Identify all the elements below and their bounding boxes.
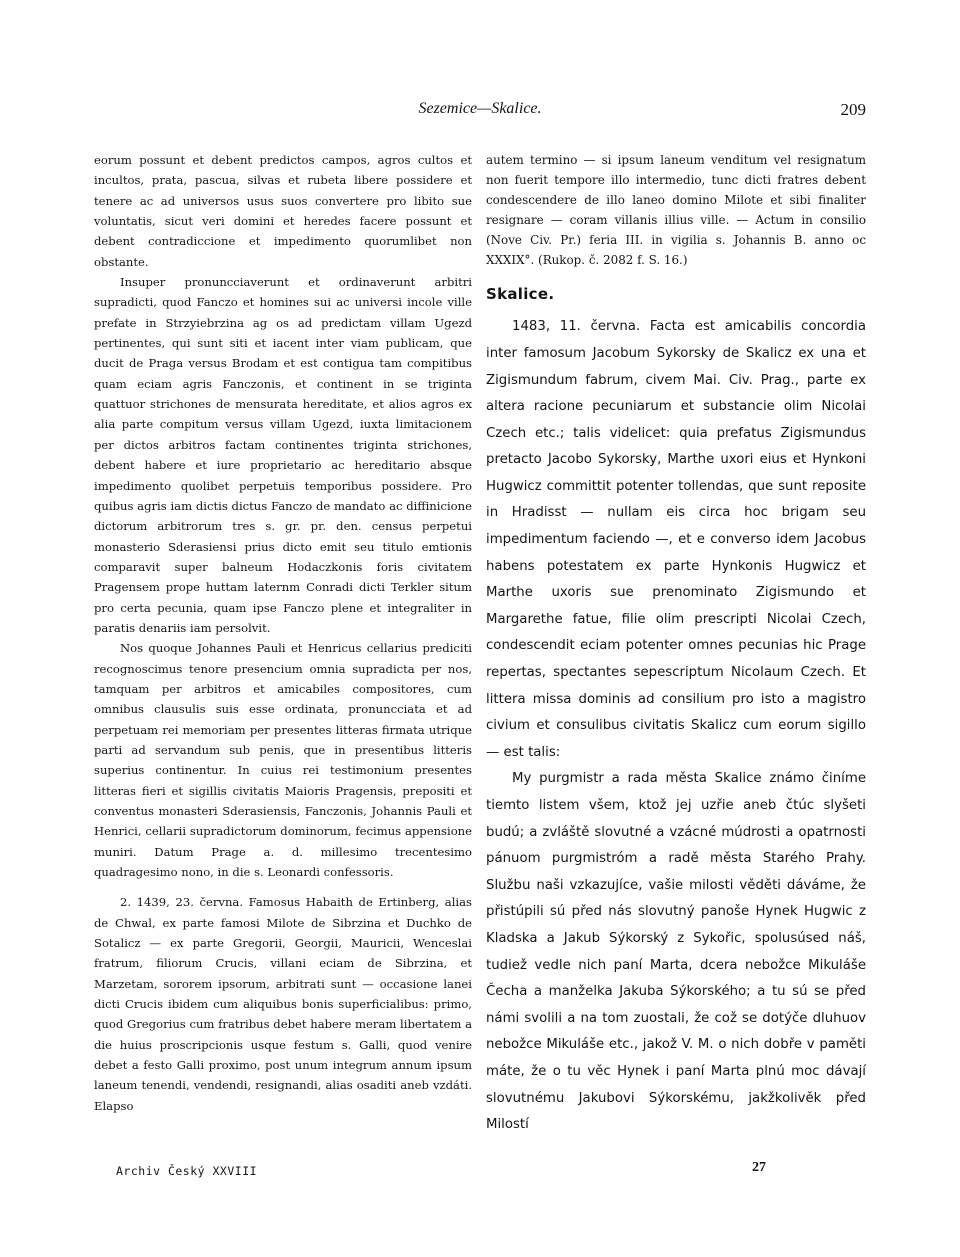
paragraph-document-2: 2. 1439, 23. června. Famosus Habaith de Ertinberg, alias de Chwal, ex parte famosi Milote de Sibrzina et Duchko de Sotalicz — ex parte Gregorii, Georgii, Mauricii, Wenceslai fratrum, filiorum Crucis, villani eciam de Sibrzina, et Marzetam, sororem ipsorum, arbitrati sunt — occasione lanei dicti Crucis ibidem cum aliquibus bonis superficialibus: primo, quod Gregorius cum fratribus debet habere meram libertatem a die huius proscripcionis usque festum s. Galli, quod venire debet a festo Galli proximo, post unum integrum annum ipsum laneum tenendi, vendendi, resignandi, alias osaditi aneb vzdáti. Elapso <box>94 895 472 1113</box>
paragraph-autem-termino: autem termino — si ipsum laneum venditum vel resignatum non fuerit tempore illo intermedio, tunc dicti fratres debent condescendere de illo laneo domino Milote et sibi finaliter resignare — coram villanis illius ville. — Actum in consilio (Nove Civ. Pr.) feria III. in vigilia s. Johannis B. anno oc XXXIX°. (Rukop. č. 2082 f. S. 16.) <box>486 153 866 268</box>
running-head <box>94 100 866 124</box>
paragraph-czech-letter: My purgmistr a rada města Skalice známo činíme tiemto listem všem, ktož jej uzřie aneb čtúc slyšeti budú; a zvláště slovutné a vzácné múdrosti a opatrnosti pánuom purgmistróm a radě města Starého Prahy. Službu naši vzkazujíce, vašie milosti věděti dáváme, že přistúpili sú před nás slovutný panoše Hynek Hugwic z Kladska a Jakub Sýkorský z Sykořic, spolusúsed náš, tudiež vedle nich paní Marta, dcera nebožce Mikuláše Čecha a manželka Jakuba Sýkorského; a tu sú se před námi svolili a na tom zuostali, že což se dotýče dluhuov nebožce Mikuláše etc., jakož V. M. o nich dobře v paměti máte, že o tu věc Hynek i paní Marta plnú moc dávají slovutnému Jakubovi Sýkorskému, jakžkolivěk před Milostí <box>486 771 866 1133</box>
paragraph-continuation: eorum possunt et debent predictos campos, agros cultos et incultos, prata, pascua, silvas et rubeta libere possidere et tenere ac ad universos usus suos convertere pro libito sue voluntatis, sicut veri domini et heredes facere possunt et debent contradiccione et impedimento quorumlibet non obstante. <box>94 153 472 269</box>
section-heading: Skalice. <box>486 285 555 304</box>
signature-line: Archiv Český XXVIII <box>116 1164 258 1178</box>
page-number: 209 <box>840 100 866 119</box>
column-gutter <box>478 150 479 1155</box>
charter-text <box>486 314 866 1138</box>
running-title: Sezemice—Skalice. <box>418 100 542 117</box>
left-column <box>94 150 472 1116</box>
paragraph-nos-quoque: Nos quoque Johannes Pauli et Henricus cellarius prediciti recognoscimus tenore presencium omnia supradicta per nos, tamquam per arbitros et amicabiles compositores, cum omnibus clausulis suis esse ordinata, pronuncciata et ad perpetuam rei memoriam per presentes litteras firmata utrique parti ad servandum sub penis, que in presentibus litteris superius continentur. In cuius rei testimonium presentes litteras fieri et sigillis civitatis Maioris Pragensis, prepositi et conventus monasteri Sderasiensis, Fanczonis, Johannis Pauli et Henrici, cellarii supradictorum dominorum, fecimus appensione muniri. Datum Prage a. d. millesimo trecentesimo quadragesimo nono, in die s. Leonardi confessoris. <box>94 641 472 880</box>
paragraph-1483: 1483, 11. června. Facta est amicabilis concordia inter famosum Jacobum Sykorsky de Skalicz ex una et Zigismundum fabrum, civem Mai. Civ. Prag., parte ex altera racione pecuniarum et substancie olim Nicolai Czech etc.; talis videlicet: quia prefatus Zigismundus pretacto Jacobo Sykorsky, Marthe uxori eius et Hynkoni Hugwicz committit potenter tollendas, que sunt reposite in Hradisst — nullam eis circa hoc brigam seu impedimentum faciendo —, et e converso idem Jacobus habens potestatem ex parte Hynkonis Hugwicz et Marthe uxoris sue prenominato Zigismundo et Margarethe fatue, filie olim prescripti Nicolai Czech, condescendit eciam potenter omnes pecunias hic Prage repertas, spectantes sepescriptum Nicolaum Czech. Et littera missa dominis ad consilium pro isto a magistro civium et consulibus civitatis Skalicz cum eorum sigillo — est talis: <box>486 319 866 760</box>
sheet-number: 27 <box>752 1160 766 1175</box>
paragraph-insuper: Insuper pronuncciaverunt et ordinaverunt arbitri supradicti, quod Fanczo et homines sui ac universi incole ville prefate in Strzyiebrzina ag os ad predictam villam Ugezd pertinentes, qui sunt siti et iacent inter viam publicam, que ducit de Praga versus Brodam et est contigua tam compitibus quam eciam agris Fanczonis, et continent in se triginta quattuor strichones de mensurata hereditate, et alios agros ex alia parte compitum versus villam Ugezd, iuxta limitacionem per dictos arbitros factam continentes triginta strichones, debent habere et iure proprietario ac hereditario absque impedimento quolibet perpetuis temporibus possidere. Pro quibus agris iam dictis dictus Fanczo de mandato ac diffinicione dictorum arbitrorum tres s. gr. pr. den. census perpetui monasterio Sderasiensi prius dicto emit seu titulo emtionis comparavit super balneum Hodaczkonis foris civitatem Pragensem prope huttam laternm Conradi dicti Terkler situm pro certa pecunia, quam ipse Fanczo plene et integraliter in paratis denariis iam persolvit. <box>94 275 472 635</box>
right-column <box>486 150 866 1139</box>
